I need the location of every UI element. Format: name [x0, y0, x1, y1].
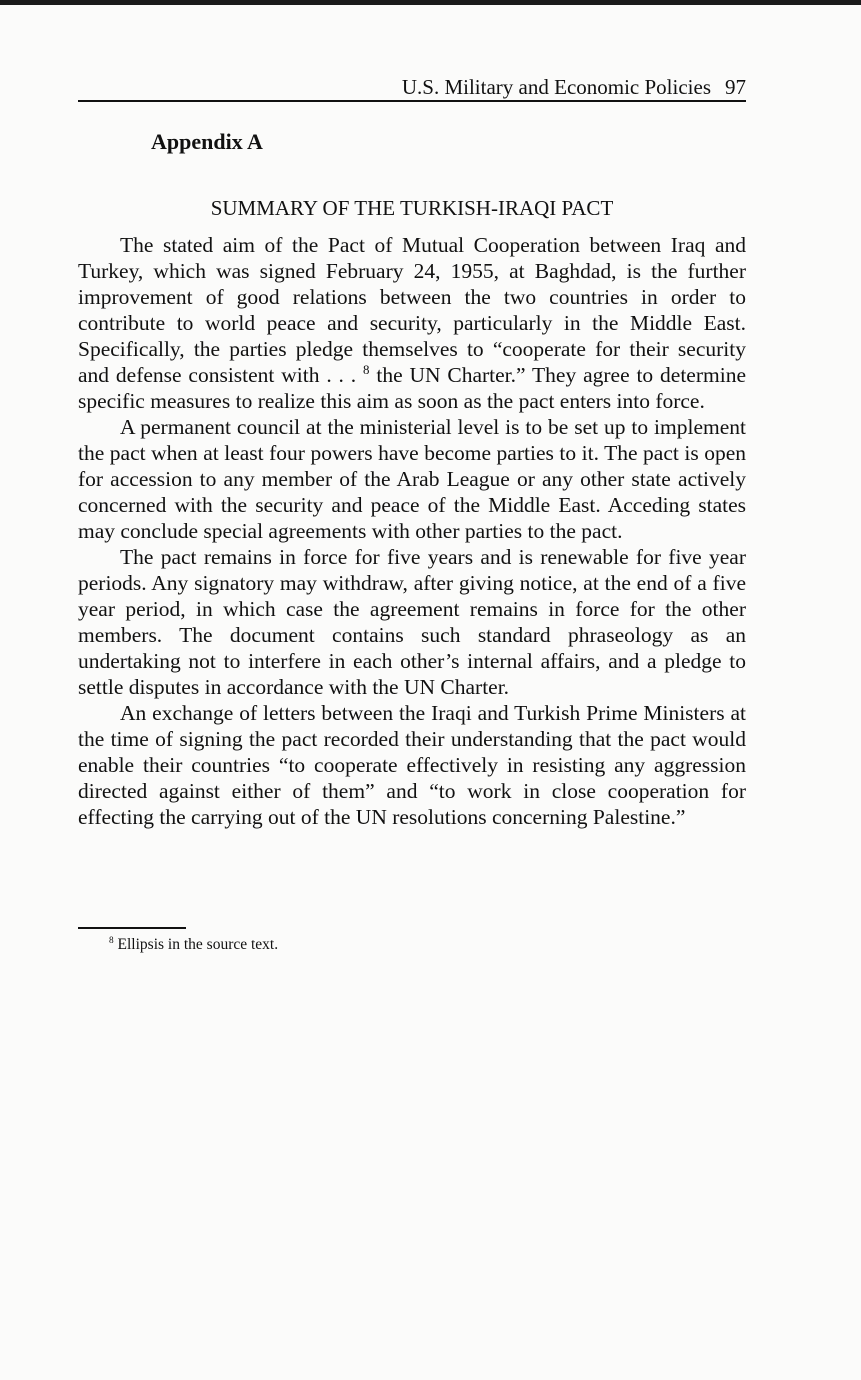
paragraph-3: The pact remains in force for five years and is renewable for five year periods. Any signatory may withdraw, after giving notice, at the end of a five year period, in which case the agreement remains in force for the other members. The document contains such standard phraseology as an undertaking not to interfere in each other’s internal affairs, and a pledge to settle disputes in accordance with the UN Charter. — [78, 545, 746, 699]
paragraph-1-text-a: The stated aim of the Pact of Mutual Cooperation between Iraq and Turkey, which was signed February 24, 1955, at Baghdad, is the further improvement of good relations between the two countries in order to contribute to world peace and security, particularly in the Middle East. Specifically, the parties pledge themselves to “cooperate for their security and defense consistent with . . . — [78, 233, 746, 387]
footnote-divider — [78, 927, 186, 929]
paragraph-4: An exchange of letters between the Iraqi and Turkish Prime Ministers at the time of signing the pact recorded their understanding that the pact would enable their countries “to cooperate effectively in resisting any aggression directed against either of them” and “to work in close cooperation for effecting the carrying out of the UN resolutions concerning Palestine.” — [78, 701, 746, 829]
section-title: SUMMARY OF THE TURKISH-IRAQI PACT — [210, 196, 614, 220]
paragraph-2: A permanent council at the ministerial level is to be set up to implement the pact when at least four powers have become parties to it. The pact is open for accession to any member of the Arab League or any other state actively concerned with the security and peace of the Middle East. Acceding states may conclude special agreements with other parties to the pact. — [78, 415, 746, 543]
running-title: U.S. Military and Economic Policies — [401, 75, 711, 99]
footnote-text: Ellipsis in the source text. — [117, 936, 279, 953]
body-text — [78, 232, 746, 830]
page-top-edge — [0, 0, 861, 5]
footnote-marker: 8 — [109, 935, 114, 946]
running-header — [78, 74, 746, 102]
footnote — [109, 935, 278, 955]
paragraph-1-text-b: the UN Charter.” They agree to determine specific measures to realize this aim as soon as the pact enters into force. — [78, 363, 746, 413]
footnote-reference: 8 — [363, 362, 370, 377]
page-number: 97 — [725, 75, 746, 99]
paragraph-1 — [78, 232, 746, 414]
appendix-title: Appendix A — [151, 129, 263, 154]
